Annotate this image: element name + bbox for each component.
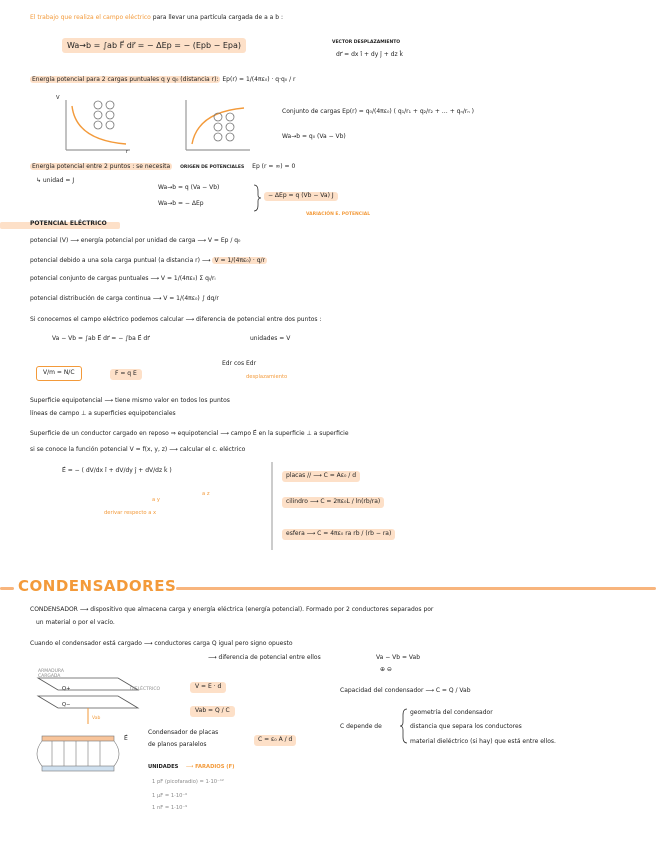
set-of-charges (282, 109, 474, 116)
placas-label1: Condensador de placas (148, 729, 219, 736)
unit-pf: 1 pF (picofaradio) = 1·10⁻¹² (152, 779, 224, 785)
capacidad-line: Capacidad del condensador ⟶ C = Q / Vab (340, 687, 471, 694)
potencial-l2 (30, 258, 267, 265)
faradios-label (186, 765, 235, 771)
esfera-formula: esfera ⟶ C = 4πε₀ ra rb / (rb − ra) (282, 529, 395, 540)
vector-label: VECTOR DESPLAZAMIENTO (332, 40, 401, 45)
variation-label: VARIACIÓN E. POTENCIAL (306, 212, 371, 217)
condensadores-title: CONDENSADORES (18, 577, 177, 595)
intro-line (30, 15, 283, 22)
potencial-l2-formula: V = 1/(4πε₀) · q/r (214, 257, 266, 264)
potencial-l2-text: potencial debido a una sola carga puntual (a distancia r) ⟶ (30, 257, 211, 264)
cond-vab: Va − Vb = Vab (376, 654, 421, 661)
potencial-title: POTENCIAL ELÉCTRICO (30, 220, 107, 227)
az-label: a z (202, 491, 210, 497)
cond-def1: CONDENSADOR ⟶ dispositivo que almacena carga y energía eléctrica (energía potencial). Formado por 2 conductores separados por (30, 606, 434, 613)
origin-formula: Ep (r = ∞) = 0 (252, 163, 296, 170)
desplazamiento-label: desplazamiento (246, 374, 288, 380)
ay-label: a y (152, 497, 160, 503)
placas-formula: placas // ⟶ C = Aε₀ / d (282, 471, 360, 482)
fig-label-armadura: ARMADURA CARGADA (38, 669, 64, 680)
energy-line1: Wa→b = q (Va − Vb) (158, 184, 220, 191)
energy-two-formula: Ep(r) = 1/(4πε₀) · q·q₀ / r (222, 76, 296, 83)
potencial-l1: potencial (V) ⟶ energía potencial por unidad de carga ⟶ V = Ep / q₀ (30, 237, 241, 244)
unit-nf: 1 nF = 1·10⁻⁹ (152, 805, 188, 811)
cilindro-formula: cilindro ⟶ C = 2πε₀L / ln(rb/ra) (282, 497, 384, 508)
units-volt: unidades = V (250, 335, 291, 342)
cond-def2: un material o por el vacío. (36, 619, 115, 626)
field-e-label: E⃗ (124, 735, 128, 742)
equipot-l2: líneas de campo ⊥ a superficies equipotenciales (30, 410, 176, 417)
vab-qc-formula: Vab = Q / C (190, 706, 235, 717)
depende-item2: distancia que separa los conductores (410, 723, 522, 730)
faradios-text: FARADIOS (F) (195, 764, 235, 770)
axis-v-label: V (56, 95, 60, 101)
depende-item3: material dieléctrico (si hay) que está entre ellos. (410, 738, 556, 745)
fig-vab-label: Vab (92, 716, 101, 721)
charges-icon-right (212, 112, 242, 142)
unit-uf: 1 µF = 1·10⁻⁶ (152, 793, 188, 799)
axis-r-label: r (126, 149, 129, 155)
equipot-l3: Superficie de un conductor cargado en reposo ⇒ equipotencial ⟶ campo E⃗ en la superficie ⊥ a superficie (30, 430, 349, 437)
work-formula: Wa→b = ∫ab F⃗ dr⃗ = − ΔEp = − (Epb − Epa) (62, 38, 246, 53)
energy-result: − ΔEp = q (Vb − Va) J (264, 192, 338, 201)
potencial-l3: potencial conjunto de cargas puntuales ⟶ V = 1/(4πε₀) Σ qᵢ/rᵢ (30, 275, 216, 282)
energy-points-text: Energía potencial entre 2 puntos : se necesita (32, 163, 171, 170)
energy-unit: ↳ unidad = J (36, 177, 75, 184)
capacitance-divider (270, 462, 274, 552)
set-label: Conjunto de cargas (282, 108, 341, 115)
energy-line2: Wa→b = − ΔEp (158, 200, 204, 207)
parallel-plates-diagram (34, 730, 124, 780)
cond-charged1: Cuando el condensador está cargado ⟶ conductores carga Q igual pero signo opuesto (30, 640, 293, 647)
condensadores-bar-right (176, 587, 656, 590)
vector-formula: dr⃗ = dx î + dy ĵ + dz k̂ (336, 51, 404, 58)
edr-cos: Edr cos Edr (222, 360, 257, 367)
intro-orange-text: El trabajo que realiza el campo eléctrico (30, 14, 151, 21)
cond-plus-minus: ⊕ ⊖ (380, 666, 392, 673)
v-ed-formula: V = E · d (190, 682, 226, 693)
placas-label2: de planos paralelos (148, 741, 207, 748)
vm-box: V/m = N/C (36, 366, 82, 381)
derivar-label: derivar respecto a x (104, 510, 157, 516)
energy-points-line (30, 164, 295, 171)
faradios-arrow: ⟶ (186, 764, 196, 770)
condensadores-bar-left (0, 587, 14, 590)
depende-label: C depende de (340, 723, 382, 730)
gradient-formula: E⃗ = − ( dV/dx î + dV/dy ĵ + dV/dz k̂ ) (62, 467, 172, 474)
depende-brace (400, 708, 408, 744)
fig-label-dielectrico: DIELÉCTRICO (130, 687, 161, 692)
fig-q-minus: Q− (62, 702, 71, 708)
equipot-l1: Superficie equipotencial ⟶ tiene mismo valor en todos los puntos (30, 397, 230, 404)
energy-two-highlight: Energía potencial para 2 cargas puntuales q y q₀ (distancia r): (32, 76, 219, 83)
set-formula: Ep(r) = q₀/(4πε₀) ( q₁/r₁ + q₂/r₂ + … + qₙ/rₙ ) (342, 108, 474, 115)
energy-two-text (30, 77, 296, 84)
va-vb-integral: Va − Vb = ∫ab E⃗ dr⃗ = − ∫ba E⃗ dr⃗ (52, 335, 150, 342)
potencial-l4: potencial distribución de carga continua ⟶ V = 1/(4πε₀) ∫ dq/r (30, 295, 219, 302)
equipot-l4: si se conoce la función potencial V = f(x, y, z) ⟶ calcular el c. eléctrico (30, 446, 246, 453)
potencial-l5: Si conocemos el campo eléctrico podemos calcular ⟶ diferencia de potencial entre dos puntos : (30, 316, 322, 323)
fig-q-plus: Q+ (62, 686, 71, 692)
charges-icon-left (92, 100, 122, 130)
placas-capacidad-formula: C = ε₀ A / d (254, 735, 296, 746)
origin-label: ORIGEN DE POTENCIALES (180, 165, 245, 170)
fqe-formula: F = q E (110, 369, 142, 380)
intro-rest-text: para llevar una partícula cargada de a a b : (152, 14, 283, 21)
cond-charged2: ⟶ diferencia de potencial entre ellos (208, 654, 321, 661)
brace-icon (252, 183, 262, 213)
unidades-label: UNIDADES (148, 764, 179, 770)
depende-item1: geometría del condensador (410, 709, 493, 716)
work-va-vb: Wa→b = q₀ (Va − Vb) (282, 133, 346, 140)
